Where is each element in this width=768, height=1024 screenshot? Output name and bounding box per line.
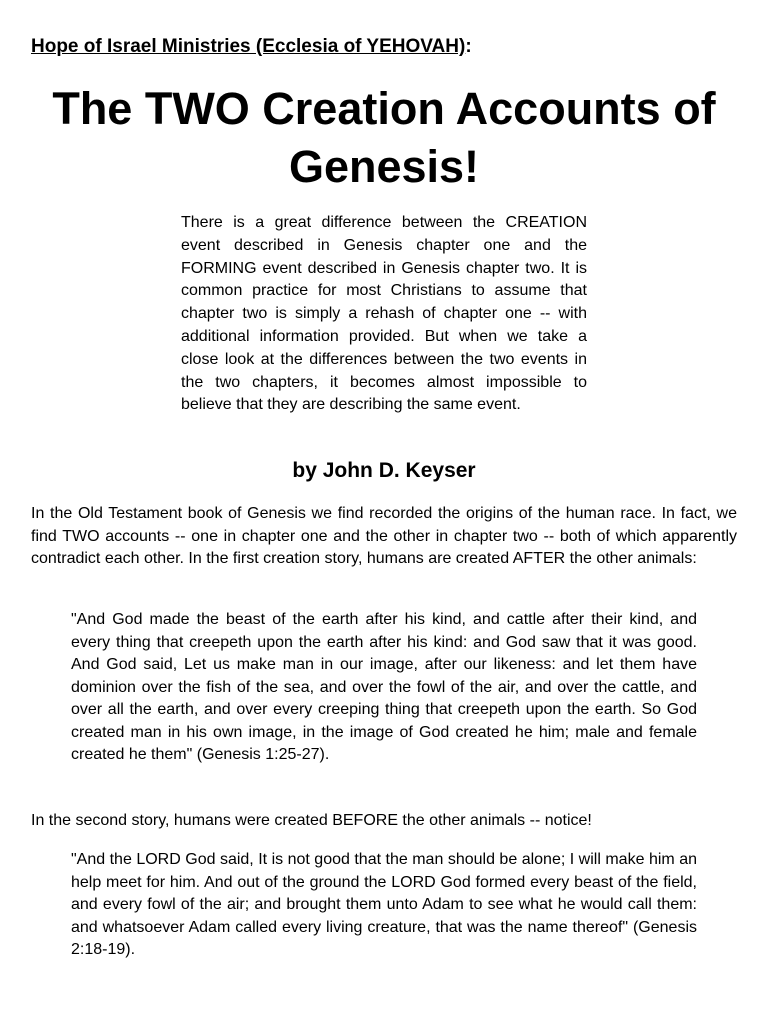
transition-paragraph: In the second story, humans were created BEFORE the other animals -- notice! <box>31 812 592 829</box>
article-summary: There is a great difference between the CREATION event described in Genesis chapter one and the FORMING event described in Genesis chapter two. It is common practice for most Christians to assume that chapter two is simply a rehash of chapter one -- with additional information provided. But when we take a close look at the differences between the two events in the two chapters, it becomes almost impossible to believe that they are describing the same event. <box>181 214 587 414</box>
intro-paragraph: In the Old Testament book of Genesis we find recorded the origins of the human race. In fact, we find TWO accounts -- one in chapter one and the other in chapter two -- both of which apparently contradict each other. In the first creation story, humans are created AFTER the other animals: <box>31 505 737 567</box>
author-byline: by John D. Keyser <box>292 459 476 482</box>
page-title: The TWO Creation Accounts of Genesis! <box>52 83 716 192</box>
ministry-name: Hope of Israel Ministries (Ecclesia of YEHOVAH) <box>31 36 466 57</box>
ministry-header <box>31 36 472 58</box>
genesis-2-quote: "And the LORD God said, It is not good that the man should be alone; I will make him an help meet for him. And out of the ground the LORD God formed every beast of the field, and every fowl of the air; and brought them unto Adam to see what he would call them: and whatsoever Adam called every living creature, that was the name thereof" (Genesis 2:18-19). <box>71 851 697 958</box>
genesis-1-quote: "And God made the beast of the earth after his kind, and cattle after their kind, and every thing that creepeth upon the earth after his kind: and God saw that it was good. And God said, Let us make man in our image, after our likeness: and let them have dominion over the fish of the sea, and over the fowl of the air, and over the cattle, and over all the earth, and over every creeping thing that creepeth upon the earth. So God created man in his own image, in the image of God created he him; male and female created he them" (Genesis 1:25-27). <box>71 611 697 763</box>
ministry-colon: : <box>465 36 472 57</box>
